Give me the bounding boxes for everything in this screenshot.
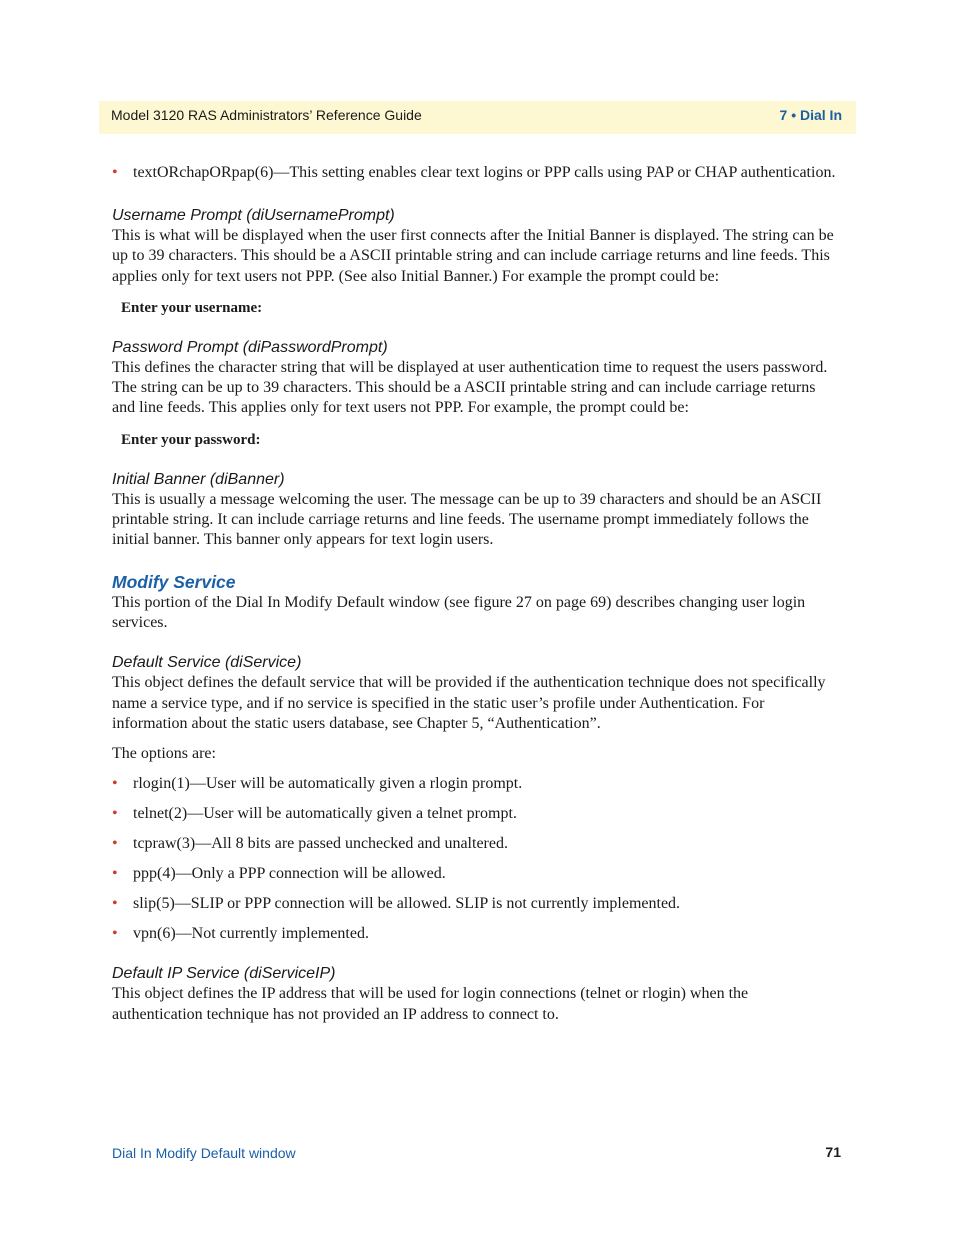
list-item-text: vpn(6)—Not currently implemented. <box>133 925 369 943</box>
bullet-icon: • <box>112 895 118 913</box>
paragraph-initial-banner: This is usually a message welcoming the user. The message can be up to 39 characters and should be an ASCII printable string. It can include carriage returns and line feeds. The username prompt immediately follows the initial banner. This banner only appears for text login users. <box>112 490 822 549</box>
bullet-icon: • <box>112 925 118 943</box>
page-number: 71 <box>825 1144 841 1160</box>
paragraph-modify-service: This portion of the Dial In Modify Default window (see figure 27 on page 69) describes changing user login services. <box>112 593 806 631</box>
bullet-icon: • <box>112 835 118 853</box>
options-intro: The options are: <box>112 745 216 763</box>
list-item <box>112 923 842 944</box>
example-password: Enter your password: <box>121 431 261 448</box>
heading-password-prompt: Password Prompt (diPasswordPrompt) <box>112 338 388 356</box>
bullet-icon: • <box>112 865 118 883</box>
heading-modify-service: Modify Service <box>112 571 236 592</box>
paragraph-default-ip-service: This object defines the IP address that will be used for login connections (telnet or rlogin) when the authentication technique has not provided an IP address to connect to. <box>112 985 749 1023</box>
list-item-text: telnet(2)—User will be automatically given a telnet prompt. <box>133 805 517 823</box>
list-item-text: rlogin(1)—User will be automatically given a rlogin prompt. <box>133 775 523 793</box>
list-item-text: tcpraw(3)—All 8 bits are passed unchecked and unaltered. <box>133 835 508 853</box>
footer-section-title: Dial In Modify Default window <box>112 1145 296 1161</box>
list-item <box>112 803 842 824</box>
document-title: Model 3120 RAS Administrators’ Reference Guide <box>111 107 422 123</box>
page-body <box>112 162 842 1025</box>
list-item <box>112 773 842 794</box>
list-item-text: slip(5)—SLIP or PPP connection will be allowed. SLIP is not currently implemented. <box>133 895 681 913</box>
list-item <box>112 162 842 183</box>
heading-default-ip-service: Default IP Service (diServiceIP) <box>112 965 336 983</box>
example-username: Enter your username: <box>121 299 263 316</box>
paragraph-default-service: This object defines the default service that will be provided if the authentication technique does not specifically name a service type, and if no service is specified in the static user’s profile under Authentication. For information about the static users database, see Chapter 5, “Authentication”. <box>112 674 826 732</box>
heading-default-service: Default Service (diService) <box>112 654 302 672</box>
bullet-icon: • <box>112 164 118 181</box>
list-item-text: textORchapORpap(6)—This setting enables clear text logins or PPP calls using PAP or CHAP authentication. <box>133 164 836 181</box>
heading-initial-banner: Initial Banner (diBanner) <box>112 470 285 488</box>
list-item <box>112 893 842 914</box>
heading-username-prompt: Username Prompt (diUsernamePrompt) <box>112 207 395 224</box>
chapter-label: 7 • Dial In <box>779 107 842 123</box>
list-item-text: ppp(4)—Only a PPP connection will be allowed. <box>133 865 446 883</box>
list-item <box>112 863 842 884</box>
list-item <box>112 833 842 854</box>
running-header <box>99 101 856 134</box>
paragraph-username-prompt: This is what will be displayed when the user first connects after the Initial Banner is displayed. The string can be up to 39 characters. This should be a ASCII printable string and can include carriage returns and line feeds. This applies only for text users not PPP. (See also Initial Banner.) For example the prompt could be: <box>112 227 834 285</box>
paragraph-password-prompt: This defines the character string that will be displayed at user authentication time to request the users password. The string can be up to 39 characters. This should be a ASCII printable string and can include carriage returns and line feeds. This applies only for text users not PPP. For example, the prompt could be: <box>112 358 828 417</box>
bullet-icon: • <box>112 775 118 793</box>
bullet-icon: • <box>112 805 118 823</box>
